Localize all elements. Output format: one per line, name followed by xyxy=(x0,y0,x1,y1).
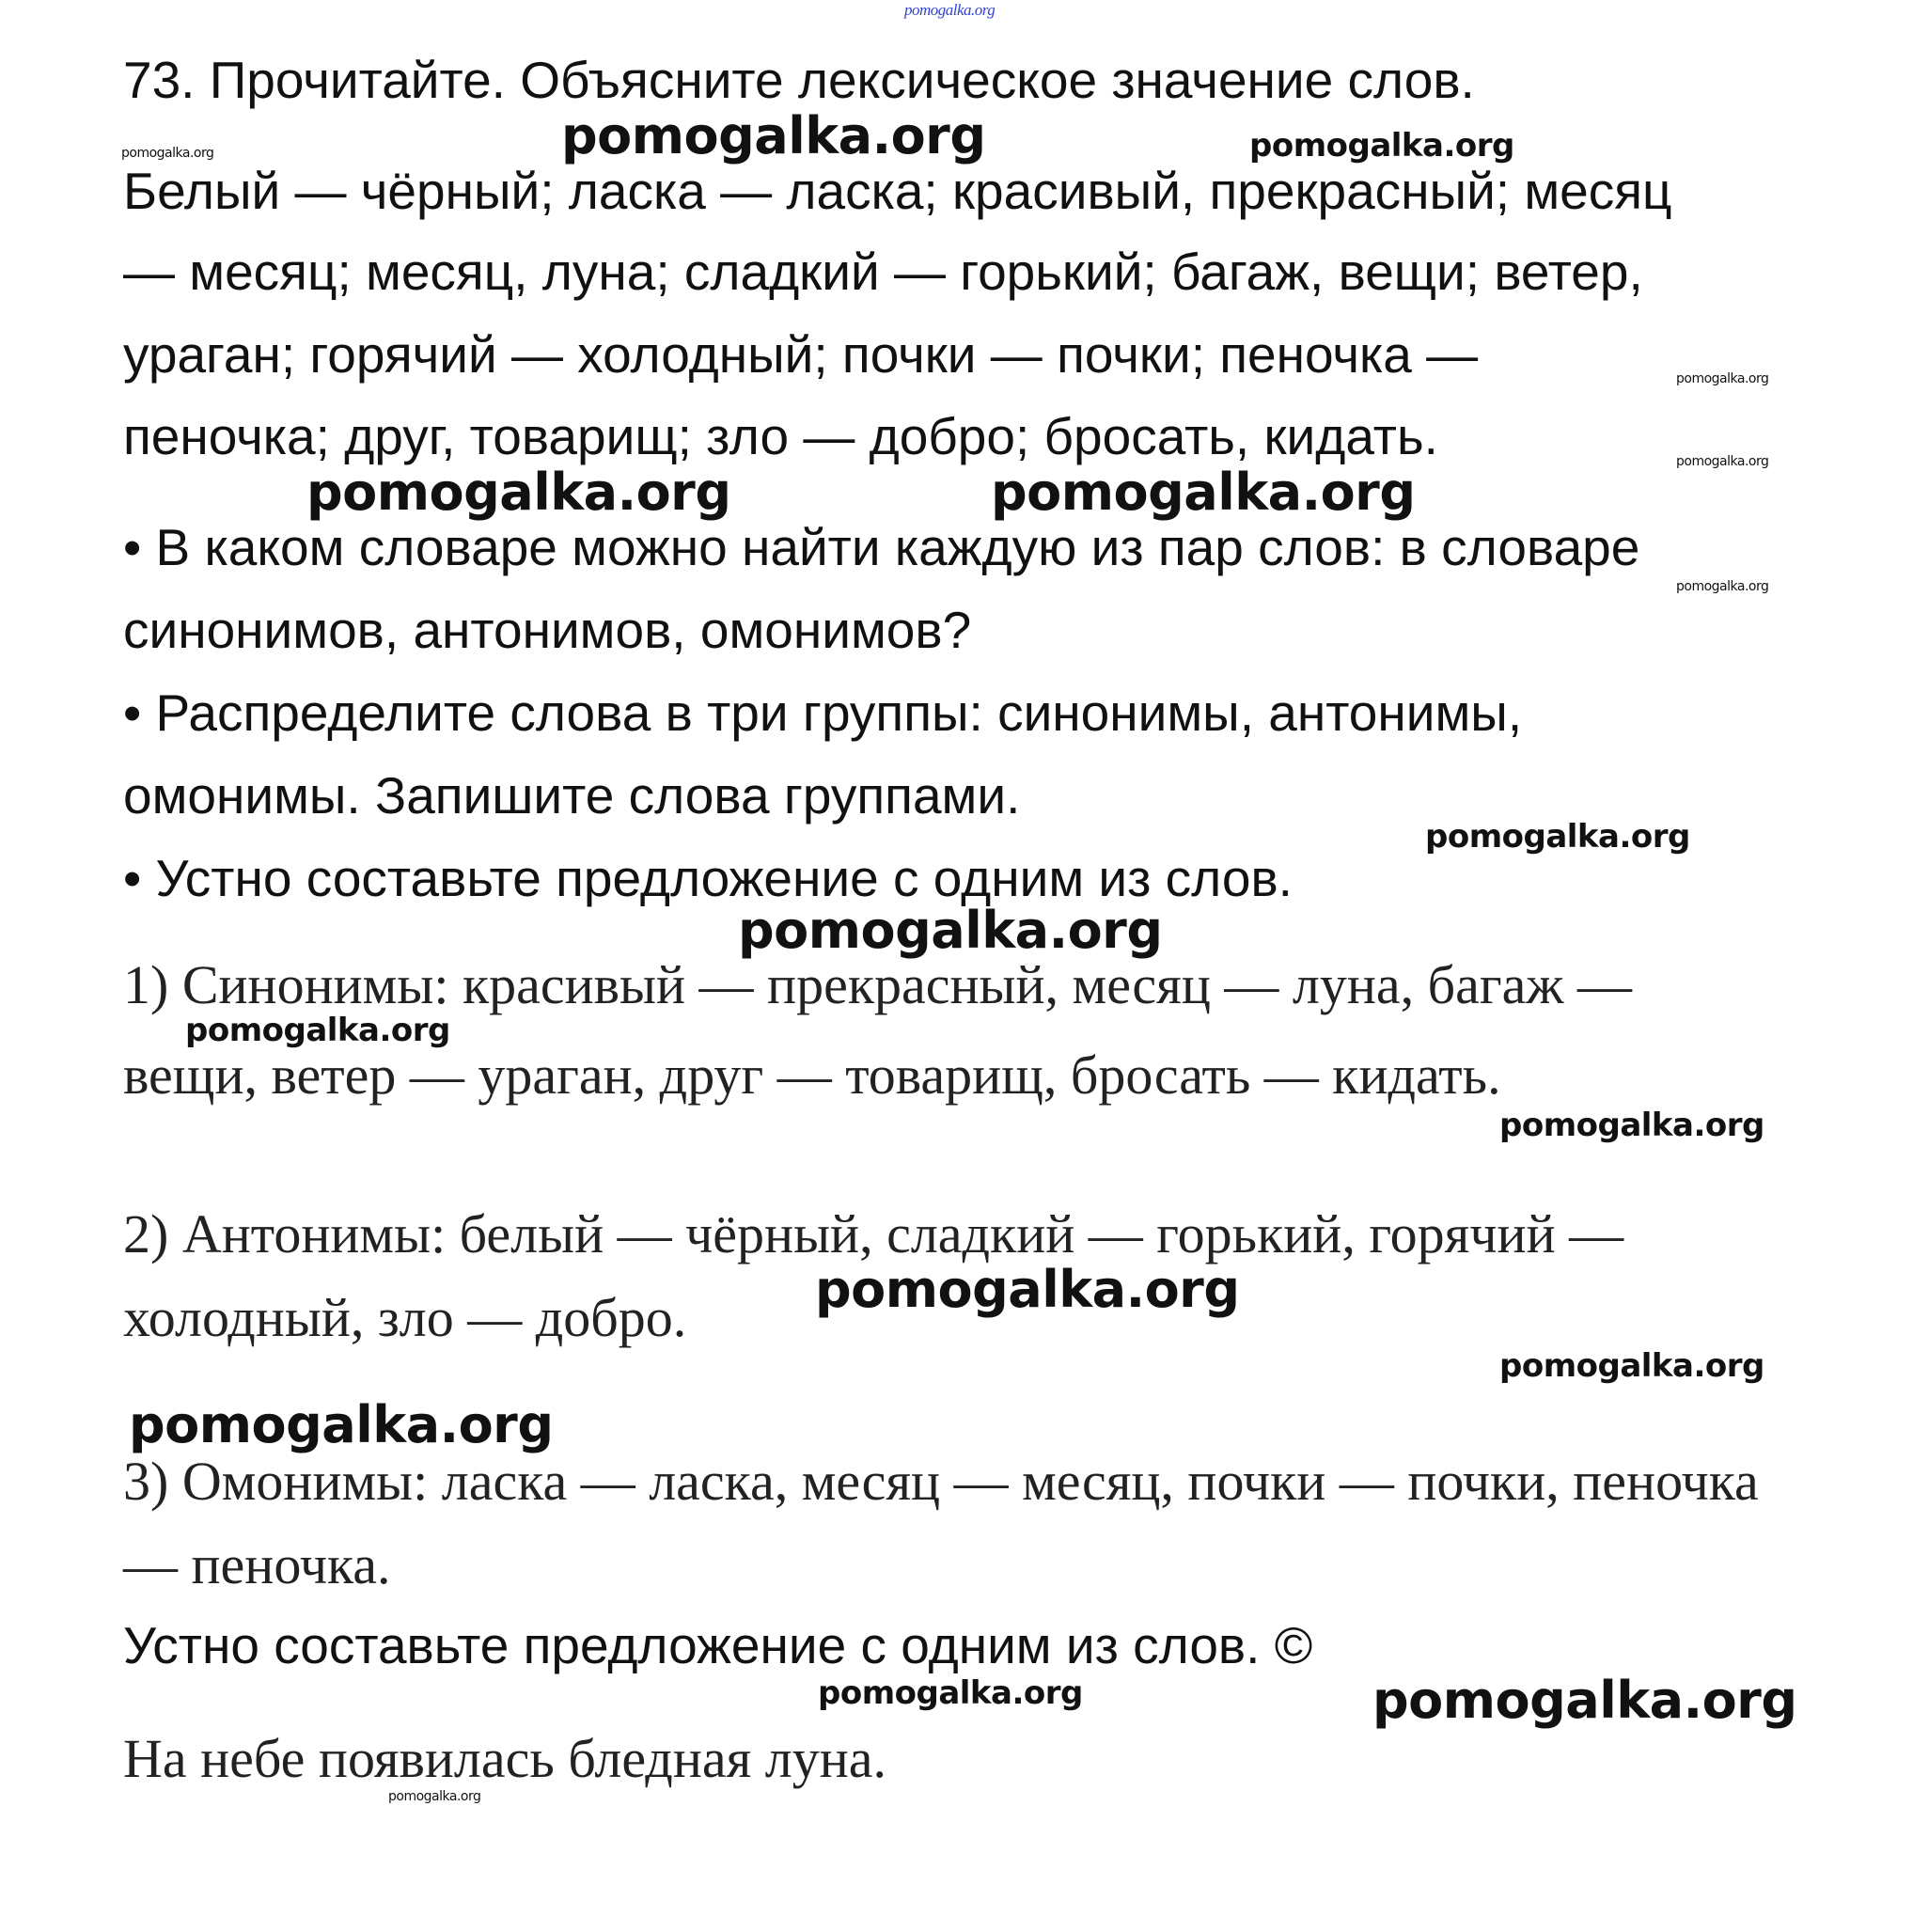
watermark: pomogalka.org xyxy=(815,1260,1240,1319)
answer-antonyms-line: 2) Антонимы: белый — чёрный, сладкий — горький, горячий — xyxy=(123,1203,1624,1264)
task-line: • В каком словаре можно найти каждую из пар слов: в словаре xyxy=(123,518,1640,576)
answer-synonyms-line: 1) Синонимы: красивый — прекрасный, месяц — луна, багаж — xyxy=(123,954,1632,1015)
watermark: pomogalka.org xyxy=(306,463,731,522)
watermark: pomogalka.org xyxy=(818,1674,1083,1712)
exercise-text-line: — месяц; месяц, луна; сладкий — горький; багаж, вещи; ветер, xyxy=(123,243,1643,301)
exercise-text-line: ураган; горячий — холодный; почки — почки; пеночка — xyxy=(123,325,1479,384)
answer-homonyms-line: — пеночка. xyxy=(123,1534,391,1595)
task-line: омонимы. Запишите слова группами. xyxy=(123,766,1021,825)
watermark: pomogalka.org xyxy=(185,1012,450,1049)
watermark: pomogalka.org xyxy=(129,1395,554,1454)
task-line: • Распределите слова в три группы: синонимы, антонимы, xyxy=(123,683,1523,742)
answer-homonyms-line: 3) Омонимы: ласка — ласка, месяц — месяц, почки — почки, пеночка xyxy=(123,1451,1759,1512)
task-line: • Устно составьте предложение с одним из слов. xyxy=(123,849,1293,907)
watermark: pomogalka.org xyxy=(1676,454,1769,469)
watermark: pomogalka.org xyxy=(1499,1107,1764,1144)
watermark: pomogalka.org xyxy=(738,901,1163,960)
watermark: pomogalka.org xyxy=(1249,127,1514,165)
watermark: pomogalka.org xyxy=(1425,818,1690,856)
example-sentence: На небе появилась бледная луна. xyxy=(123,1728,886,1789)
watermark: pomogalka.org xyxy=(561,106,986,165)
answer-synonyms-line: вещи, ветер — ураган, друг — товарищ, бросать — кидать. xyxy=(123,1045,1501,1106)
watermark: pomogalka.org xyxy=(121,146,214,161)
watermark: pomogalka.org xyxy=(1676,579,1769,594)
watermark: pomogalka.org xyxy=(1499,1347,1764,1385)
exercise-text-line: пеночка; друг, товарищ; зло — добро; бросать, кидать. xyxy=(123,407,1438,465)
watermark: pomogalka.org xyxy=(1676,371,1769,386)
watermark: pomogalka.org xyxy=(1372,1671,1797,1730)
exercise-text-line: Белый — чёрный; ласка — ласка; красивый, прекрасный; месяц xyxy=(123,162,1672,220)
watermark: pomogalka.org xyxy=(904,1,996,19)
watermark: pomogalka.org xyxy=(991,463,1416,522)
answer-antonyms-line: холодный, зло — добро. xyxy=(123,1287,687,1348)
exercise-title: 73. Прочитайте. Объясните лексическое значение слов. xyxy=(123,51,1475,109)
task-line: синонимов, антонимов, омонимов? xyxy=(123,601,972,659)
watermark: pomogalka.org xyxy=(388,1789,481,1804)
sentence-task: Устно составьте предложение с одним из слов. © xyxy=(123,1616,1313,1674)
